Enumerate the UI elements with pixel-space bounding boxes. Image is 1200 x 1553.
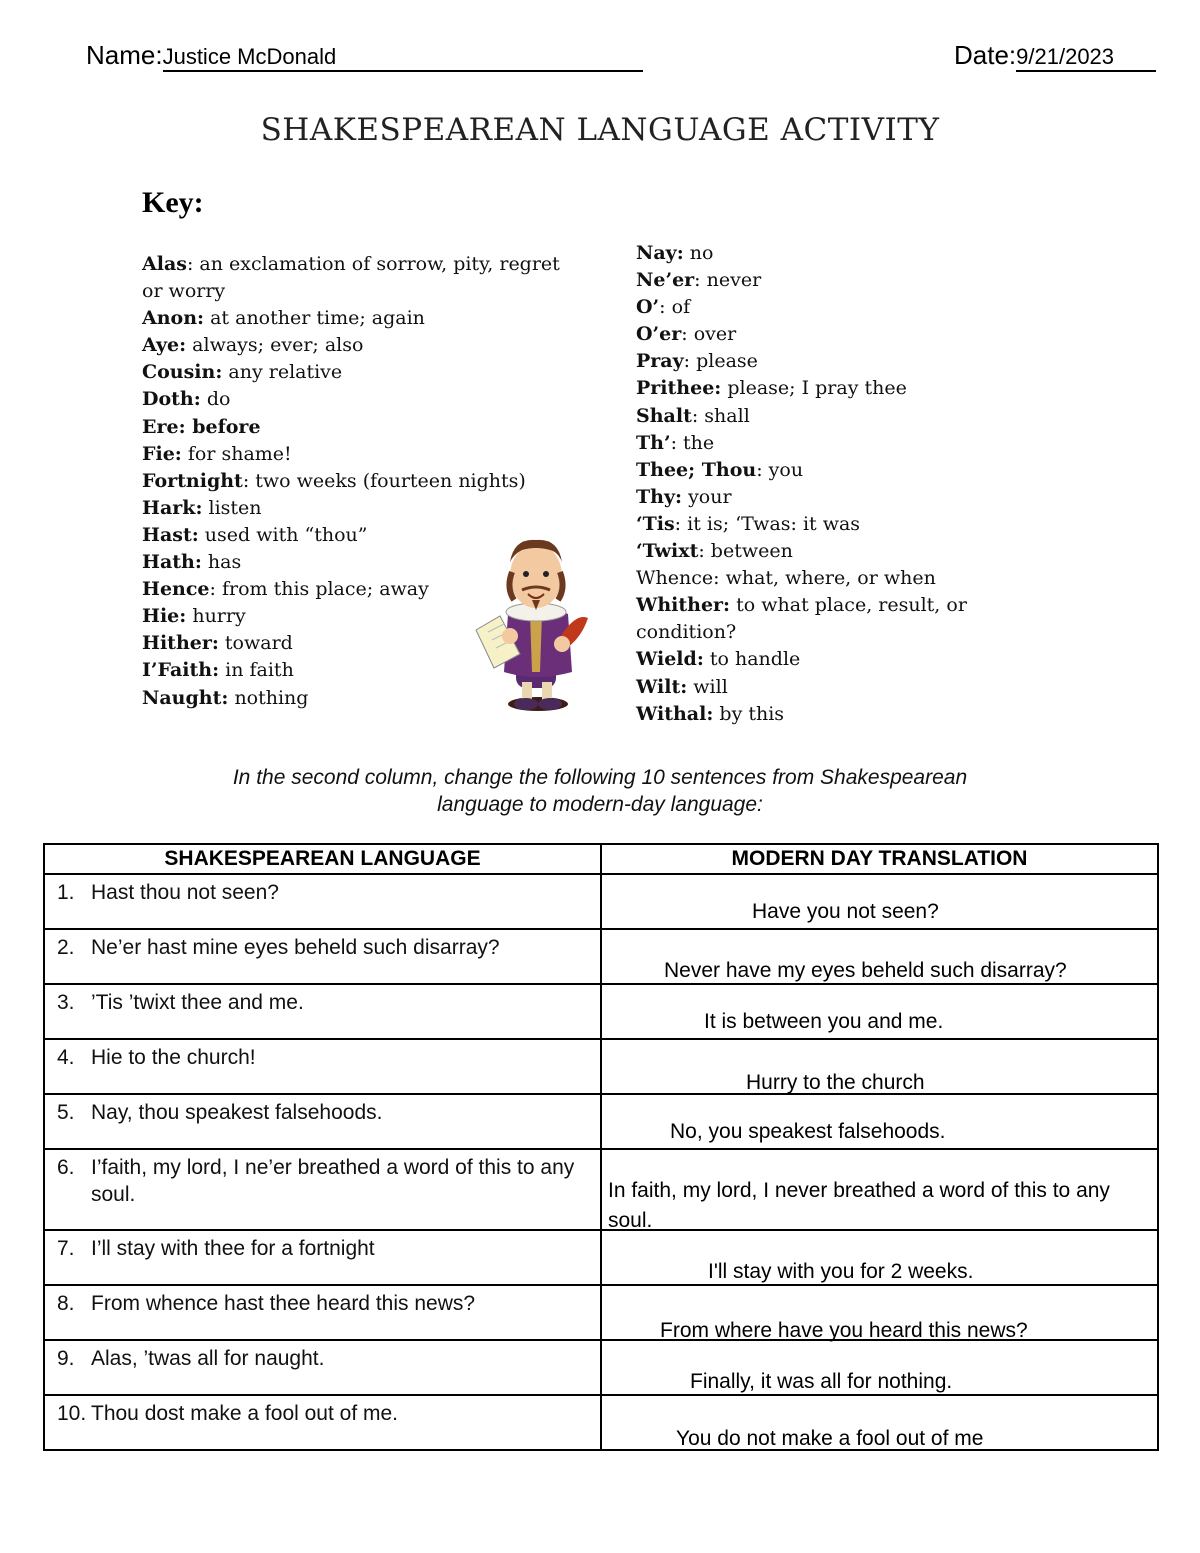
key-definition: to what place, result, or condition? xyxy=(636,594,967,644)
key-definition: toward xyxy=(224,632,293,655)
original-text: Hie to the church! xyxy=(91,1046,256,1069)
translation-answer: I'll stay with you for 2 weeks. xyxy=(708,1260,974,1283)
key-definition: you xyxy=(768,458,804,481)
shakespearean-sentence xyxy=(45,930,600,961)
key-definition: between xyxy=(710,540,793,563)
key-definition: of xyxy=(671,296,691,319)
key-term: Thee; Thou xyxy=(636,458,757,481)
original-text: I’ll stay with thee for a fortnight xyxy=(91,1237,375,1260)
key-entry xyxy=(142,305,562,332)
translation-cell[interactable] xyxy=(601,929,1158,984)
key-entry xyxy=(636,403,976,430)
key-term: Thy: xyxy=(636,485,683,508)
key-entry xyxy=(142,386,562,413)
row-number: 7. xyxy=(57,1237,75,1260)
table-row xyxy=(44,1395,1158,1450)
date-field-row xyxy=(954,40,1156,72)
table-row xyxy=(44,1094,1158,1149)
translation-cell[interactable] xyxy=(601,874,1158,929)
name-value: Justice McDonald xyxy=(163,44,643,72)
key-term: Alas xyxy=(142,253,187,275)
key-term: Hie: xyxy=(142,605,187,628)
name-field-row xyxy=(86,40,643,72)
key-definition: listen xyxy=(208,496,262,519)
key-entry xyxy=(636,240,976,267)
key-entry xyxy=(636,674,976,701)
key-term: Fie: xyxy=(142,442,182,465)
key-entry xyxy=(636,348,976,375)
key-term: O’er xyxy=(636,323,682,346)
key-definition: for shame! xyxy=(187,442,292,465)
translation-cell[interactable] xyxy=(601,1285,1158,1340)
key-definition: the xyxy=(683,431,715,454)
key-definition: hurry xyxy=(192,605,246,628)
key-entry xyxy=(636,484,976,511)
key-term: ‘Tis xyxy=(636,512,675,535)
translation-answer: From where have you heard this news? xyxy=(660,1319,1028,1342)
key-term: Wilt: xyxy=(636,675,688,698)
shakespearean-cell xyxy=(44,984,601,1039)
translation-cell[interactable] xyxy=(601,1340,1158,1395)
key-entry xyxy=(636,646,976,673)
translation-answer: It is between you and me. xyxy=(704,1010,944,1033)
key-term: ‘Twixt xyxy=(636,540,699,563)
key-entry xyxy=(142,414,562,441)
shakespearean-cell xyxy=(44,1285,601,1340)
name-label: Name: xyxy=(86,40,163,70)
key-definition: by this xyxy=(719,702,785,725)
instructions-line-1: In the second column, change the following 10 sentences from Shakespearean xyxy=(232,766,968,789)
translation-cell[interactable] xyxy=(601,1149,1158,1230)
row-number: 9. xyxy=(57,1347,75,1370)
key-separator: : xyxy=(670,431,684,454)
key-entry xyxy=(636,321,976,348)
key-heading: Key: xyxy=(142,186,204,219)
shakespearean-cell xyxy=(44,1094,601,1149)
key-entry xyxy=(142,468,562,495)
key-entry xyxy=(636,457,976,484)
key-term: Nay: xyxy=(636,242,684,264)
key-entry xyxy=(142,441,562,468)
key-separator: : xyxy=(691,404,705,427)
date-value: 9/21/2023 xyxy=(1016,44,1156,72)
key-entry xyxy=(636,267,976,294)
table-row xyxy=(44,1285,1158,1340)
key-definition: at another time; again xyxy=(210,307,425,330)
translation-answer: Have you not seen? xyxy=(752,900,939,923)
translation-answer: Hurry to the church xyxy=(746,1071,925,1094)
key-term: Wield: xyxy=(636,648,704,671)
key-term: Pray xyxy=(636,350,684,373)
translation-cell[interactable] xyxy=(601,984,1158,1039)
key-entry xyxy=(636,538,976,565)
translation-table xyxy=(43,843,1159,1451)
key-definition: from this place; away xyxy=(221,578,429,601)
instructions xyxy=(0,764,1200,818)
shakespearean-sentence xyxy=(45,1396,600,1427)
key-entry xyxy=(636,375,976,402)
shakespearean-sentence xyxy=(45,1150,600,1208)
key-entry xyxy=(142,495,562,522)
translation-cell[interactable] xyxy=(601,1395,1158,1450)
key-definition: to handle xyxy=(709,648,801,671)
translation-answer: In faith, my lord, I never breathed a word of this to any soul. xyxy=(608,1179,1110,1232)
header-shakespearean: SHAKESPEAREAN LANGUAGE xyxy=(44,844,601,874)
key-entry xyxy=(636,592,976,646)
key-entry xyxy=(636,701,976,728)
shakespearean-sentence xyxy=(45,1095,600,1126)
shakespearean-cell xyxy=(44,929,601,984)
shakespearean-cell xyxy=(44,1230,601,1285)
shakespeare-cartoon-image xyxy=(470,532,600,714)
key-definition: no xyxy=(689,242,714,264)
key-definition: please xyxy=(696,350,758,373)
key-definition: two weeks (fourteen nights) xyxy=(255,469,526,492)
shakespearean-sentence xyxy=(45,1231,600,1262)
key-definition: it is; ‘Twas: it was xyxy=(687,512,861,535)
key-separator: : xyxy=(756,458,769,481)
key-term: Aye: xyxy=(142,334,187,357)
row-number: 5. xyxy=(57,1101,75,1124)
original-text: I’faith, my lord, I ne’er breathed a word of this to any soul. xyxy=(91,1156,575,1206)
date-label: Date: xyxy=(954,40,1017,70)
shakespearean-sentence xyxy=(45,1341,600,1372)
shakespearean-cell xyxy=(44,1395,601,1450)
key-term: Hither: xyxy=(142,632,219,655)
table-row xyxy=(44,874,1158,929)
key-separator: : xyxy=(683,350,697,373)
key-definition: please; I pray thee xyxy=(727,377,907,400)
shakespearean-cell xyxy=(44,1039,601,1094)
page-title: SHAKESPEAREAN LANGUAGE ACTIVITY xyxy=(260,112,940,148)
translation-answer: Never have my eyes beheld such disarray? xyxy=(664,959,1067,982)
key-term: Cousin: xyxy=(142,361,223,384)
key-entry xyxy=(142,251,562,305)
translation-answer: You do not make a fool out of me xyxy=(676,1427,984,1450)
shakespearean-sentence xyxy=(45,875,600,906)
key-entry xyxy=(636,430,976,457)
key-entry xyxy=(142,359,562,386)
key-term: Fortnight xyxy=(142,469,243,492)
key-term: Anon: xyxy=(142,307,205,330)
key-term: Prithee: xyxy=(636,377,722,400)
row-number: 4. xyxy=(57,1046,75,1069)
key-entry xyxy=(636,511,976,538)
instructions-line-2: language to modern-day language: xyxy=(437,793,763,816)
key-entry xyxy=(142,332,562,359)
key-entry xyxy=(636,565,976,592)
shakespearean-sentence xyxy=(45,1286,600,1317)
row-number: 10. xyxy=(57,1402,87,1425)
key-term: Hast: xyxy=(142,523,199,546)
key-term: Th’ xyxy=(636,431,671,454)
row-number: 6. xyxy=(57,1156,75,1179)
key-term: Shalt xyxy=(636,404,692,427)
row-number: 1. xyxy=(57,881,75,904)
key-definition: nothing xyxy=(234,686,309,709)
key-term: Whence: what, where, or when xyxy=(636,567,936,590)
key-definition: in faith xyxy=(225,659,294,682)
row-number: 3. xyxy=(57,991,75,1014)
translation-cell[interactable] xyxy=(601,1230,1158,1285)
original-text: Alas, ’twas all for naught. xyxy=(91,1347,325,1370)
key-term: Ere: before xyxy=(142,415,261,438)
original-text: Ne’er hast mine eyes beheld such disarray? xyxy=(91,936,500,959)
table-row xyxy=(44,929,1158,984)
original-text: Hast thou not seen? xyxy=(91,881,279,904)
key-definition: do xyxy=(206,388,231,411)
table-row xyxy=(44,1149,1158,1230)
original-text: Thou dost make a fool out of me. xyxy=(91,1402,399,1425)
original-text: ’Tis ’twixt thee and me. xyxy=(91,991,304,1014)
key-definition: shall xyxy=(704,404,750,427)
key-term: Withal: xyxy=(636,702,714,725)
translation-answer: No, you speakest falsehoods. xyxy=(670,1120,946,1143)
key-term: I’Faith: xyxy=(142,659,220,682)
key-term: Doth: xyxy=(142,388,201,411)
key-term: O’ xyxy=(636,296,660,319)
key-term: Whither: xyxy=(636,594,731,617)
key-list-right xyxy=(636,240,976,728)
table-row xyxy=(44,1039,1158,1094)
key-definition: an exclamation of sorrow, pity, regret or worry xyxy=(142,253,560,303)
key-entry xyxy=(636,294,976,321)
key-term: Hark: xyxy=(142,496,203,519)
key-definition: always; ever; also xyxy=(192,334,364,357)
table-row xyxy=(44,1340,1158,1395)
key-separator: : xyxy=(186,253,200,275)
translation-answer: Finally, it was all for nothing. xyxy=(690,1370,953,1393)
table-row xyxy=(44,984,1158,1039)
original-text: Nay, thou speakest falsehoods. xyxy=(91,1101,383,1124)
row-number: 8. xyxy=(57,1292,75,1315)
shakespearean-sentence xyxy=(45,985,600,1016)
original-text: From whence hast thee heard this news? xyxy=(91,1292,476,1315)
header-modern: MODERN DAY TRANSLATION xyxy=(601,844,1158,874)
key-separator: : xyxy=(681,323,694,346)
shakespearean-cell xyxy=(44,1149,601,1230)
key-definition: will xyxy=(693,675,728,698)
table-row xyxy=(44,1230,1158,1285)
translation-cell[interactable] xyxy=(601,1094,1158,1149)
shakespearean-cell xyxy=(44,874,601,929)
key-separator: : xyxy=(242,469,256,492)
key-definition: over xyxy=(693,323,737,346)
row-number: 2. xyxy=(57,936,75,959)
translation-cell[interactable] xyxy=(601,1039,1158,1094)
shakespearean-cell xyxy=(44,1340,601,1395)
key-separator: : xyxy=(209,578,222,601)
key-separator: : xyxy=(674,512,688,535)
key-separator: : xyxy=(694,269,707,292)
table-header-row xyxy=(44,844,1158,874)
key-term: Ne’er xyxy=(636,269,695,292)
key-definition: any relative xyxy=(228,361,343,384)
key-definition: your xyxy=(688,485,732,508)
key-term: Hence xyxy=(142,578,210,601)
key-definition: never xyxy=(706,269,762,292)
key-separator: : xyxy=(698,540,711,563)
key-term: Hath: xyxy=(142,551,202,574)
key-separator: : xyxy=(659,296,672,319)
key-definition: used with “thou” xyxy=(204,523,368,546)
key-term: Naught: xyxy=(142,686,229,709)
key-definition: has xyxy=(207,551,242,574)
shakespearean-sentence xyxy=(45,1040,600,1071)
